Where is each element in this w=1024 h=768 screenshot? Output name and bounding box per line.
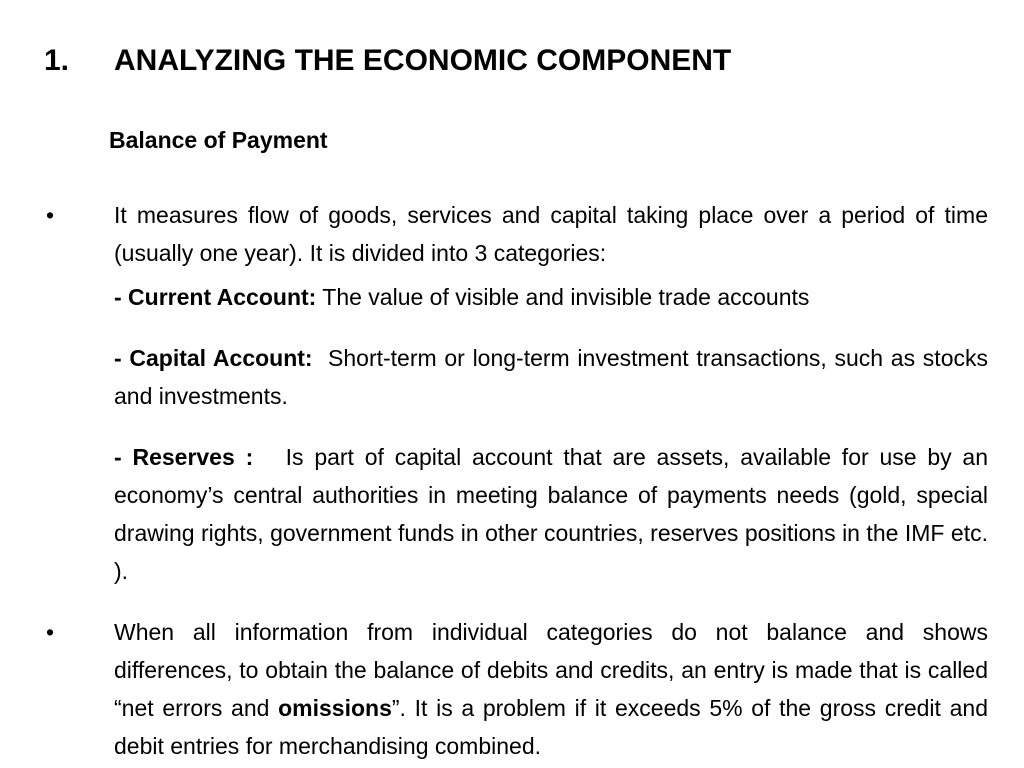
heading-number: 1.: [44, 44, 70, 77]
category-label: - Reserves :: [114, 444, 254, 470]
heading-title: ANALYZING THE ECONOMIC COMPONENT: [114, 44, 732, 77]
bullet-text-emphasis: omissions: [278, 695, 392, 721]
bullet-text-end: ”. It is a problem if it exceeds 5% of the gross credit and debit entries for merchandising combined.: [114, 695, 988, 759]
bullet-text: [114, 613, 988, 765]
category-current-account: [114, 278, 988, 316]
category-label: - Current Account:: [114, 284, 317, 310]
category-label: - Capital Account:: [114, 345, 313, 371]
category-capital-account: [114, 339, 995, 415]
slide-heading: [44, 41, 731, 81]
bullet-item-1: [44, 196, 988, 272]
bullet-item-2: [44, 613, 988, 765]
category-text: Short-term or long-term investment transactions, such as stocks and investments.: [114, 345, 995, 409]
subheading: Balance of Payment: [109, 127, 328, 153]
bullet-text-start: When all information from individual categories do not balance and shows differences, to obtain the balance of debits and credits, an entry is made that is called “net errors and: [114, 619, 988, 721]
category-text: Is part of capital account that are assets, available for use by an economy’s central authorities in meeting balance of payments needs (gold, special drawing rights, government funds in other countries, reserves positions in the IMF etc. ).: [114, 444, 995, 584]
bullet-text: It measures flow of goods, services and capital taking place over a period of time (usually one year). It is divided into 3 categories:: [114, 202, 988, 266]
category-reserves: [114, 438, 995, 590]
bullet-marker: •: [46, 202, 55, 228]
category-text: The value of visible and invisible trade accounts: [316, 284, 810, 310]
bullet-marker: •: [46, 619, 55, 645]
slide-body: [44, 196, 995, 765]
